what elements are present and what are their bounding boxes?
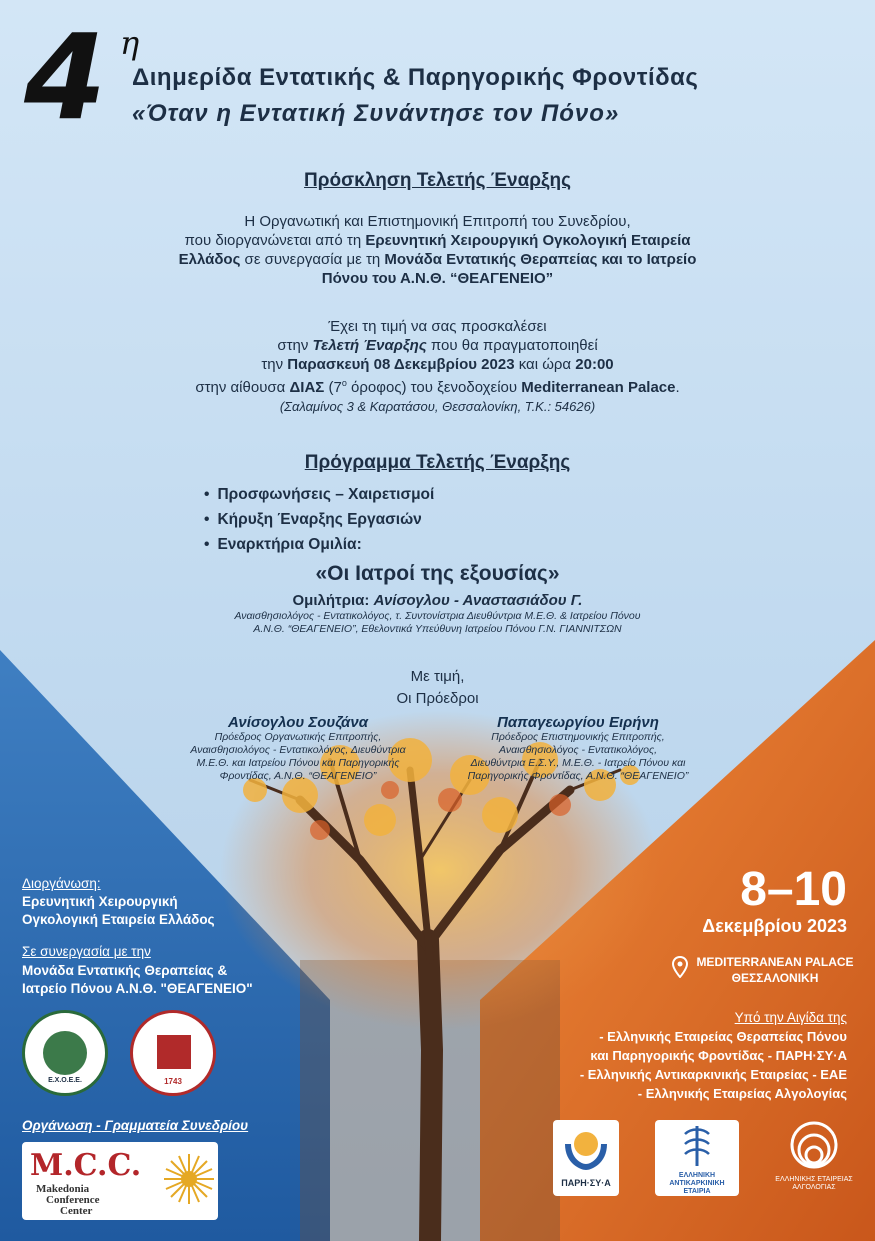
invitation-line-1: Η Οργανωτική και Επιστημονική Επιτροπή του Συνεδρίου,	[244, 213, 631, 230]
theageneio-logo: 1743	[130, 1010, 216, 1096]
closing-signoff: Οι Πρόεδροι	[396, 690, 479, 707]
edition-number: 4	[24, 8, 107, 146]
program-item: • Προσφωνήσεις – Χαιρετισμοί	[204, 486, 435, 503]
ceremony-line-2: στην Τελετή Έναρξης που θα πραγματοποιηθεί	[277, 337, 598, 354]
eae-logo: ΕΛΛΗΝΙΚΗ ΑΝΤΙΚΑΡΚΙΝΙΚΗ ΕΤΑΙΡΙΑ	[655, 1120, 739, 1196]
ceremony-line-3: την Παρασκευή 08 Δεκεμβρίου 2023 και ώρα 20:00	[261, 356, 614, 373]
invitation-paragraph	[80, 212, 795, 288]
ceremony-details	[80, 317, 795, 416]
collaboration-label: Σε συνεργασία με την	[22, 944, 151, 959]
program-item: • Εναρκτήρια Ομιλία:	[204, 536, 362, 553]
ceremony-line-1: Έχει τη τιμή να σας προσκαλέσει	[328, 318, 547, 335]
speaker-description: Αναισθησιολόγος - Εντατικολόγος, τ. Συντονίστρια Διευθύντρια Μ.Ε.Θ. & Ιατρείου Πόνου Α.Ν.Θ. “ΘΕΑΓΕΝΕΙΟ”, Εθελοντικά Υπεύθυνη Ιατρείου Πόνου Γ.Ν. ΓΙΑΝΝΙΤΣΩΝ	[234, 610, 641, 635]
event-subtitle: «Όταν η Εντατική Συνάντησε τον Πόνο»	[132, 100, 620, 127]
closing-greeting: Με τιμή,	[410, 668, 465, 685]
edition-superscript: η	[120, 24, 140, 62]
event-dates: 8–10	[740, 863, 847, 916]
president-name: Παπαγεωργίου Ειρήνη	[497, 714, 659, 731]
algology-logo: ΕΛΛΗΝΙΚΗΣ ΕΤΑΙΡΕΙΑΣ ΑΛΓΟΛΟΓΙΑΣ	[772, 1120, 856, 1196]
location-pin-icon	[672, 956, 688, 978]
program-heading: Πρόγραμμα Τελετής Έναρξης	[304, 452, 571, 473]
mcc-logo: M.C.C. Makedonia Conference Center	[22, 1142, 218, 1220]
invitation-line-4: Πόνου του Α.Ν.Θ. “ΘΕΑΓΕΝΕΙΟ”	[321, 270, 554, 287]
invitation-heading: Πρόσκληση Τελετής Έναρξης	[304, 170, 571, 191]
organizer-label: Διοργάνωση:	[22, 876, 101, 891]
collaboration-name: Μονάδα Εντατικής Θεραπείας & Ιατρείο Πόνου Α.Ν.Θ. "ΘΕΑΓΕΝΕΙΟ"	[22, 963, 253, 996]
president-1: Ανίσογλου Σουζάνα Πρόεδρος Οργανωτικής Επιτροπής, Αναισθησιολόγος - Εντατικολόγος, Διευθύντρια Μ.Ε.Θ. και Ιατρείου Πόνου και Παρηγορικής Φροντίδας, Α.Ν.Θ. “ΘΕΑΓΕΝΕΙΟ”	[160, 714, 436, 783]
invitation-line-3: Ελλάδος σε συνεργασία με τη Μονάδα Εντατικής Θεραπείας και το Ιατρείο	[178, 251, 697, 268]
ceremony-address: (Σαλαμίνος 3 & Καρατάσου, Θεσσαλονίκη, Τ.Κ.: 54626)	[279, 399, 596, 414]
hands-icon	[561, 1124, 611, 1174]
president-2: Παπαγεωργίου Ειρήνη Πρόεδρος Επιστημονικής Επιτροπής, Αναισθησιολόγος - Εντατικολόγος, Διευθύντρια Ε.Σ.Υ., Μ.Ε.Θ. - Ιατρείο Πόνου και Παρηγορικής Φροντίδας, Α.Ν.Θ. “ΘΕΑΓΕΝΕΙΟ”	[440, 714, 716, 783]
invitation-line-2: που διοργανώνεται από τη Ερευνητική Χειρουργική Ογκολογική Εταιρεία	[184, 232, 691, 249]
aegis-label: Υπό την Αιγίδα της	[734, 1010, 847, 1025]
program-item: • Κήρυξη Έναρξης Εργασιών	[204, 511, 422, 528]
vergina-sun-icon	[162, 1152, 216, 1206]
organizer-name: Ερευνητική Χειρουργική Ογκολογική Εταιρεία Ελλάδος	[22, 894, 215, 927]
keynote-speaker: Ομιλήτρια: Ανίσογλου - Αναστασιάδου Γ.	[292, 592, 583, 609]
keynote-title: «Οι Ιατροί της εξουσίας»	[315, 562, 560, 585]
parisya-logo: ΠΑΡΗ·ΣΥ·Α	[553, 1120, 619, 1196]
exoee-logo: Ε.Χ.Ο.Ε.Ε.	[22, 1010, 108, 1096]
ceremony-line-4: στην αίθουσα ΔΙΑΣ ($7^o$ όροφος) του ξενοδοχείου Mediterranean Palace.	[195, 378, 680, 396]
president-name: Ανίσογλου Σουζάνα	[227, 714, 369, 731]
secretariat-label: Οργάνωση - Γραμματεία Συνεδρίου	[22, 1118, 249, 1133]
event-title: Διημερίδα Εντατικής & Παρηγορικής Φροντίδας	[132, 64, 699, 91]
event-month: Δεκεμβρίου 2023	[702, 916, 847, 936]
event-venue: MEDITERRANEAN PALACE ΘΕΣΣΑΛΟΝΙΚΗ	[696, 955, 854, 985]
aegis-list: - Ελληνικής Εταιρείας Θεραπείας Πόνου και Παρηγορικής Φροντίδας - ΠΑΡΗ·ΣΥ·Α - Ελληνικής Αντικαρκινικής Εταιρείας - ΕΑΕ - Ελληνικής Εταιρείας Αλγολογίας	[579, 1029, 847, 1101]
caduceus-icon	[679, 1124, 715, 1168]
concentric-circles-icon	[789, 1120, 839, 1170]
